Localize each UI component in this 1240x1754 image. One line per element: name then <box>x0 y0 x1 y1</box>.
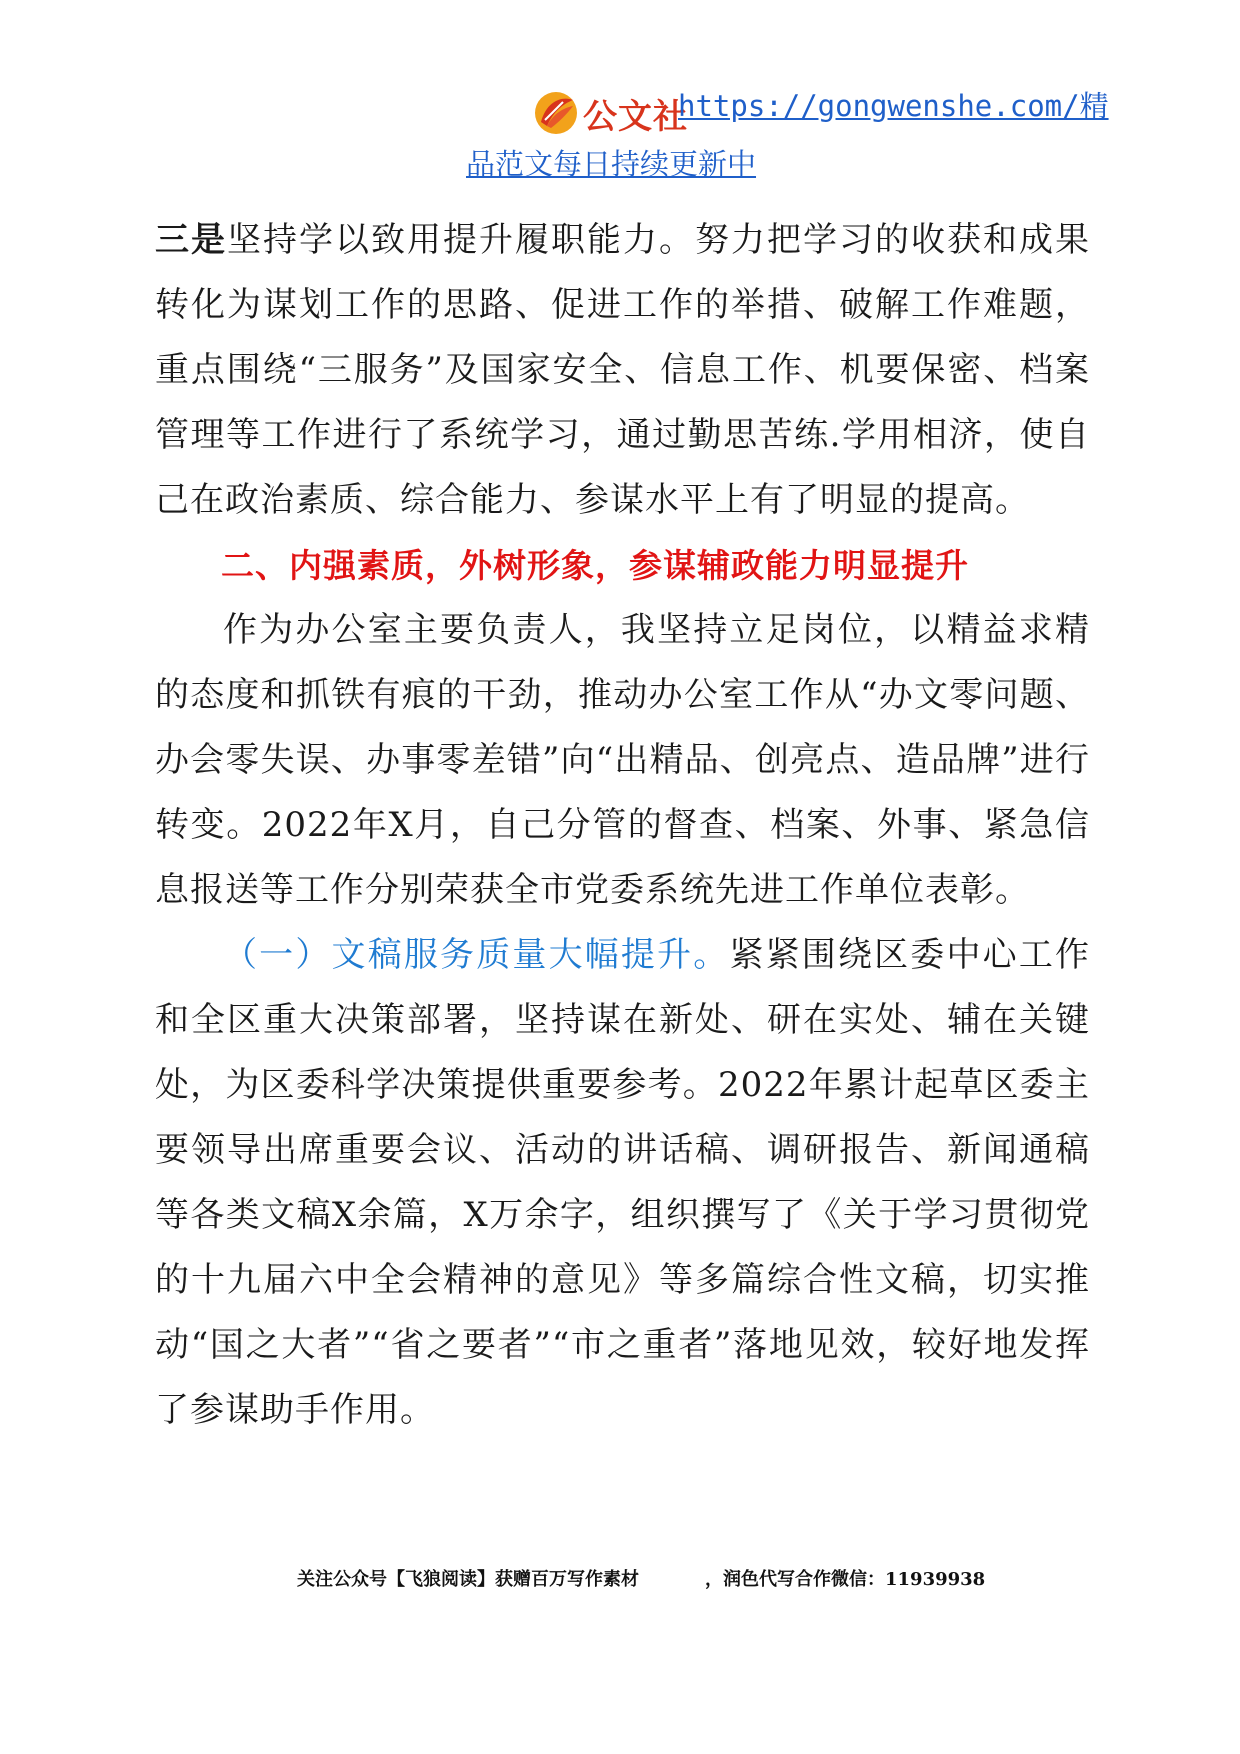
site-url-link[interactable]: https://gongwenshe.com/精 <box>678 89 1109 123</box>
logo-text: 公文社 <box>583 96 688 137</box>
site-logo[interactable] <box>533 88 688 138</box>
gongwenshe-logo-icon <box>533 90 579 136</box>
paragraph-3-lead: （一）文稿服务质量大幅提升。 <box>223 935 730 975</box>
footer-right-text: ，润色代写合作微信：11939938 <box>705 1569 986 1590</box>
document-body <box>155 208 1090 1443</box>
paragraph-3-text: 紧紧围绕区委中心工作和全区重大决策部署，坚持谋在新处、研在实处、辅在关键处，为区委科学决策提供重要参考。2022年累计起草区委主要领导出席重要会议、活动的讲话稿、调研报告、新闻通稿等各类文稿X余篇，X万余字，组织撰写了《关于学习贯彻党的十九届六中全会精神的意见》等多篇综合性文稿，切实推动“国之大者”“省之要者”“市之重者”落地见效，较好地发挥了参谋助手作用。 <box>155 935 1091 1430</box>
section-heading-2: 二、内强素质，外树形象，参谋辅政能力明显提升 <box>221 546 969 585</box>
document-header <box>0 70 1240 190</box>
paragraph-1 <box>155 208 1090 533</box>
footer-left-text: 关注公众号【飞狼阅读】获赠百万写作素材 <box>297 1569 639 1590</box>
paragraph-2: 作为办公室主要负责人，我坚持立足岗位，以精益求精的态度和抓铁有痕的干劲，推动办公室工作从“办文零问题、办会零失误、办事零差错”向“出精品、创亮点、造品牌”进行转变。2022年X月，自己分管的督查、档案、外事、紧急信息报送等工作分别荣获全市党委系统先进工作单位表彰。 <box>155 610 1090 910</box>
paragraph-1-text: 坚持学以致用提升履职能力。努力把学习的收获和成果转化为谋划工作的思路、促进工作的举措、破解工作难题，重点围绕“三服务”及国家安全、信息工作、机要保密、档案管理等工作进行了系统学习，通过勤思苦练.学用相济，使自己在政治素质、综合能力、参谋水平上有了明显的提高。 <box>155 220 1090 520</box>
paragraph-3 <box>155 923 1090 1443</box>
paragraph-1-lead: 三是 <box>155 220 227 260</box>
site-tagline-link[interactable]: 品范文每日持续更新中 <box>466 147 757 181</box>
